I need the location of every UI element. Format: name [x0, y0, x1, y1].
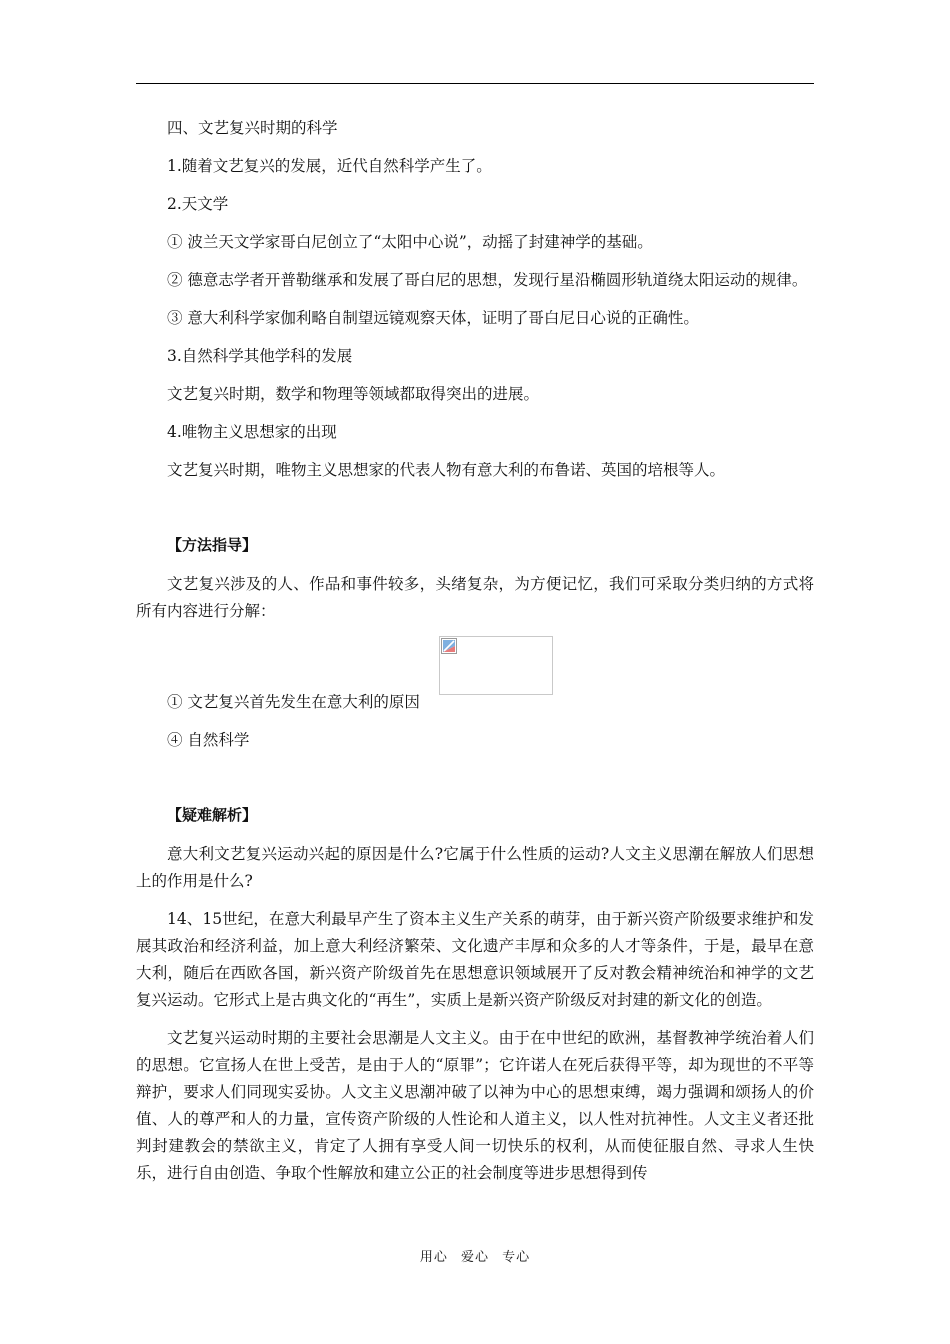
footer-word: 爱心	[460, 1250, 489, 1265]
paragraph: 1.随着文艺复兴的发展，近代自然科学产生了。	[167, 157, 492, 175]
page-content	[136, 115, 814, 1198]
broken-image-icon	[441, 638, 457, 654]
paragraph: 文艺复兴时期，数学和物理等领域都取得突出的进展。	[167, 385, 540, 403]
footer-word: 专心	[502, 1250, 531, 1265]
paragraph: ③ 意大利科学家伽利略自制望远镜观察天体，证明了哥白尼日心说的正确性。	[167, 309, 699, 327]
method-heading: 【方法指导】	[167, 536, 258, 554]
analysis-answer-2: 文艺复兴运动时期的主要社会思潮是人文主义。由于在中世纪的欧洲，基督教神学统治着人们的思想。它宣扬人在世上受苦，是由于人的“原罪”；它许诺人在死后获得平等，却为现世的不平等辩护，要求人们同现实妥协。人文主义思潮冲破了以神为中心的思想束缚，竭力强调和颂扬人的价值、人的尊严和人的力量，宣传资产阶级的人性论和人道主义，以人性对抗神性。人文主义者还批判封建教会的禁欲主义，肯定了人拥有享受人间一切快乐的权利，从而使征服自然、寻求人生快乐，进行自由创造、争取个性解放和建立公正的社会制度等进步思想得到传	[136, 1029, 814, 1182]
broken-image-placeholder	[439, 636, 553, 695]
paragraph: ① 波兰天文学家哥白尼创立了“太阳中心说”，动摇了封建神学的基础。	[167, 233, 653, 251]
footer-word: 用心	[419, 1250, 448, 1265]
analysis-answer-1: 14、15世纪，在意大利最早产生了资本主义生产关系的萌芽，由于新兴资产阶级要求维护和发展其政治和经济利益，加上意大利经济繁荣、文化遗产丰厚和众多的人才等条件，于是，最早在意大利，随后在西欧各国，新兴资产阶级首先在思想意识领域展开了反对教会精神统治和神学的文艺复兴运动。它形式上是古典文化的“再生”，实质上是新兴资产阶级反对封建的新文化的创造。	[136, 910, 814, 1009]
page-footer	[0, 1246, 950, 1265]
paragraph: 3.自然科学其他学科的发展	[167, 347, 353, 365]
method-intro: 文艺复兴涉及的人、作品和事件较多，头绪复杂，为方便记忆，我们可采取分类归纳的方式将所有内容进行分解：	[136, 575, 814, 620]
analysis-question: 意大利文艺复兴运动兴起的原因是什么?它属于什么性质的运动?人文主义思潮在解放人们思想上的作用是什么?	[136, 845, 814, 890]
header-rule	[136, 83, 814, 84]
paragraph: ② 德意志学者开普勒继承和发展了哥白尼的思想，发现行星沿椭圆形轨道绕太阳运动的规律。	[167, 271, 808, 289]
section-title: 四、文艺复兴时期的科学	[167, 119, 338, 137]
paragraph: 2.天文学	[167, 195, 229, 213]
method-item-1: ① 文艺复兴首先发生在意大利的原因	[167, 693, 420, 711]
paragraph: 4.唯物主义思想家的出现	[167, 423, 337, 441]
method-item-row	[136, 636, 814, 716]
method-item-4: ④ 自然科学	[167, 731, 250, 749]
analysis-heading: 【疑难解析】	[167, 806, 258, 824]
paragraph: 文艺复兴时期，唯物主义思想家的代表人物有意大利的布鲁诺、英国的培根等人。	[167, 461, 726, 479]
